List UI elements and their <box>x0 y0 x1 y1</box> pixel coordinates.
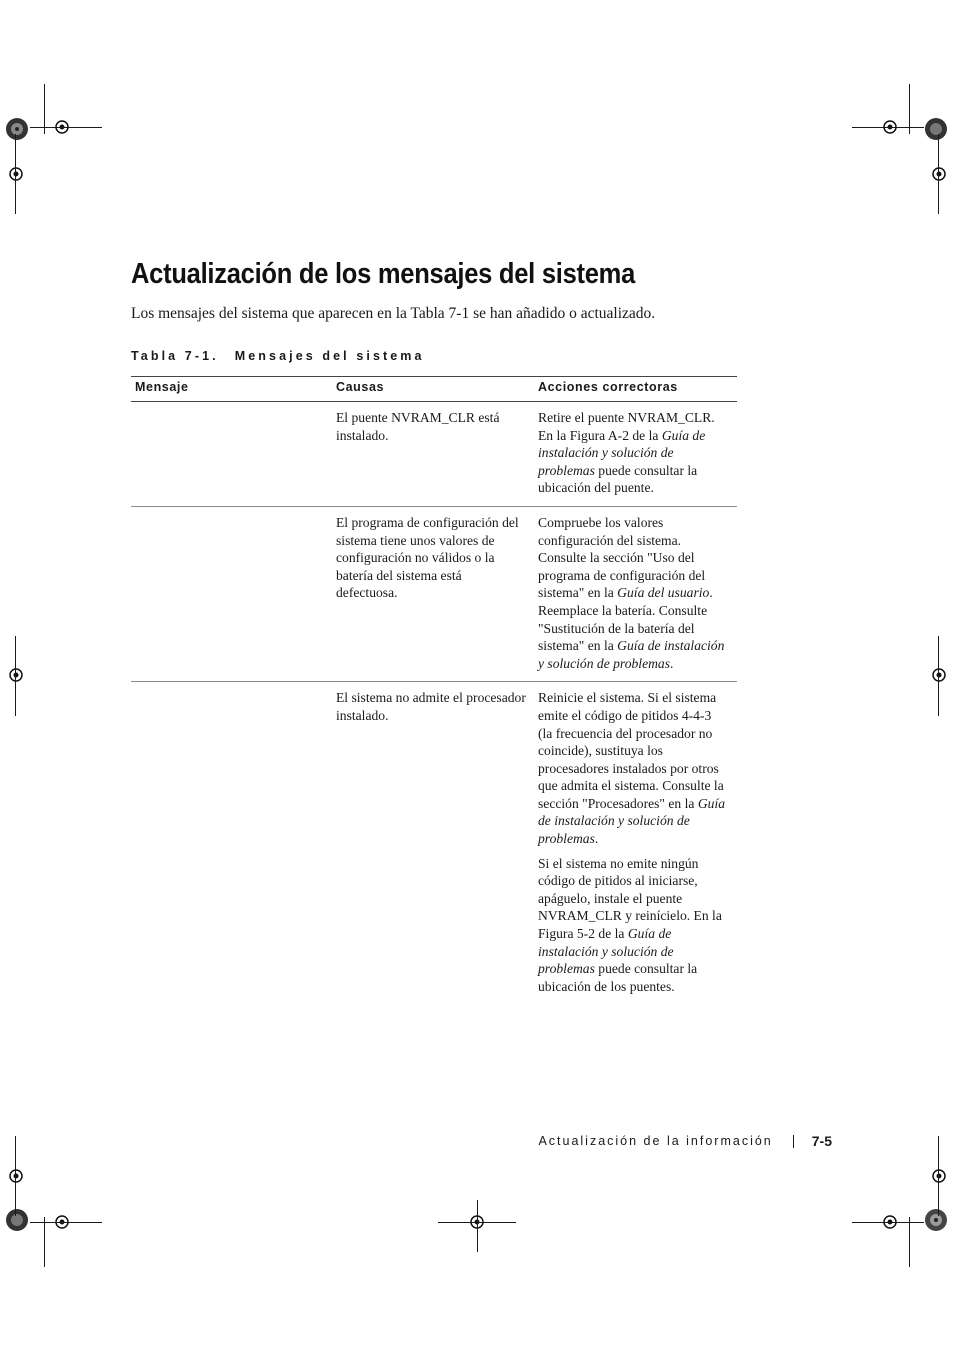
registration-mark-icon <box>924 1208 948 1232</box>
crop-line <box>15 1136 16 1216</box>
action-paragraph: Retire el puente NVRAM_CLR. En la Figura A-2 de la Guía de instalación y solución de problemas puede consultar la ubicación del puente. <box>538 410 715 496</box>
crosshair-target-icon <box>926 161 952 187</box>
page-title: Actualización de los mensajes del sistema <box>131 258 636 290</box>
footer-divider <box>793 1135 794 1148</box>
cell-causas: El programa de configuración del sistema tiene unos valores de configuración no válidos o la batería del sistema está defectuosa. <box>332 506 534 681</box>
table-caption-label: Tabla 7-1. <box>131 349 219 363</box>
action-paragraph: Compruebe los valores configuración del sistema. Consulte la sección "Uso del programa de configuración del sistema" en la Guía del usuario. Reemplace la batería. Consulte "Sustitución de la batería del sistema" en la Guía de instalación y solución de problemas. <box>538 514 725 671</box>
crop-line <box>938 636 939 716</box>
crop-line <box>852 127 924 128</box>
crop-line <box>44 1217 45 1267</box>
crosshair-target-icon <box>3 1163 29 1189</box>
footer-section-title: Actualización de la información <box>538 1134 773 1148</box>
cell-acciones <box>534 506 737 681</box>
registration-mark-icon <box>924 117 948 141</box>
crosshair-target-icon <box>3 662 29 688</box>
crop-line <box>938 134 939 214</box>
crop-line <box>30 1222 102 1223</box>
page-footer <box>538 1133 832 1149</box>
cell-mensaje <box>131 402 332 507</box>
crop-line <box>938 1136 939 1216</box>
table-header-row <box>131 377 737 402</box>
action-paragraph: Reinicie el sistema. Si el sistema emite el código de pitidos 4-4-3 (la frecuencia del procesador no coincide), sustituya los procesadores instalados por otros que admita el sistema. Consulte la sección "Procesadores" en la Guía de instalación y solución de problemas. <box>538 690 726 847</box>
registration-mark-icon <box>5 1208 29 1232</box>
crop-line <box>477 1200 478 1252</box>
cell-causas: El puente NVRAM_CLR está instalado. <box>332 402 534 507</box>
table-caption <box>131 349 425 363</box>
crosshair-target-icon <box>3 161 29 187</box>
crop-line <box>909 1217 910 1267</box>
table-row <box>131 402 737 507</box>
crop-line <box>15 636 16 716</box>
action-paragraph: Si el sistema no emite ningún código de pitidos al iniciarse, apáguelo, instale el puente NVRAM_CLR y reinícielo. En la Figura 5-2 de la Guía de instalación y solución de problemas puede consultar la ubicación de los puentes. <box>538 855 722 994</box>
cell-mensaje <box>131 506 332 681</box>
crop-line <box>15 134 16 214</box>
header-acciones: Acciones correctoras <box>534 377 737 402</box>
header-mensaje: Mensaje <box>131 377 332 402</box>
table-row <box>131 682 737 1005</box>
crosshair-target-icon <box>926 1163 952 1189</box>
cell-acciones <box>534 682 737 1005</box>
cell-acciones <box>534 402 737 507</box>
cell-causas: El sistema no admite el procesador instalado. <box>336 690 526 723</box>
crop-line <box>30 127 102 128</box>
page-number: 7-5 <box>811 1133 832 1149</box>
crosshair-target-icon <box>926 662 952 688</box>
crop-line <box>852 1222 924 1223</box>
crop-line <box>438 1222 516 1223</box>
header-causas: Causas <box>332 377 534 402</box>
cell-mensaje <box>131 682 332 1005</box>
intro-paragraph: Los mensajes del sistema que aparecen en la Tabla 7-1 se han añadido o actualizado. <box>131 305 656 322</box>
table-caption-title: Mensajes del sistema <box>234 349 425 363</box>
table-row <box>131 506 737 681</box>
registration-mark-icon <box>5 117 29 141</box>
system-messages-table <box>131 376 737 1004</box>
